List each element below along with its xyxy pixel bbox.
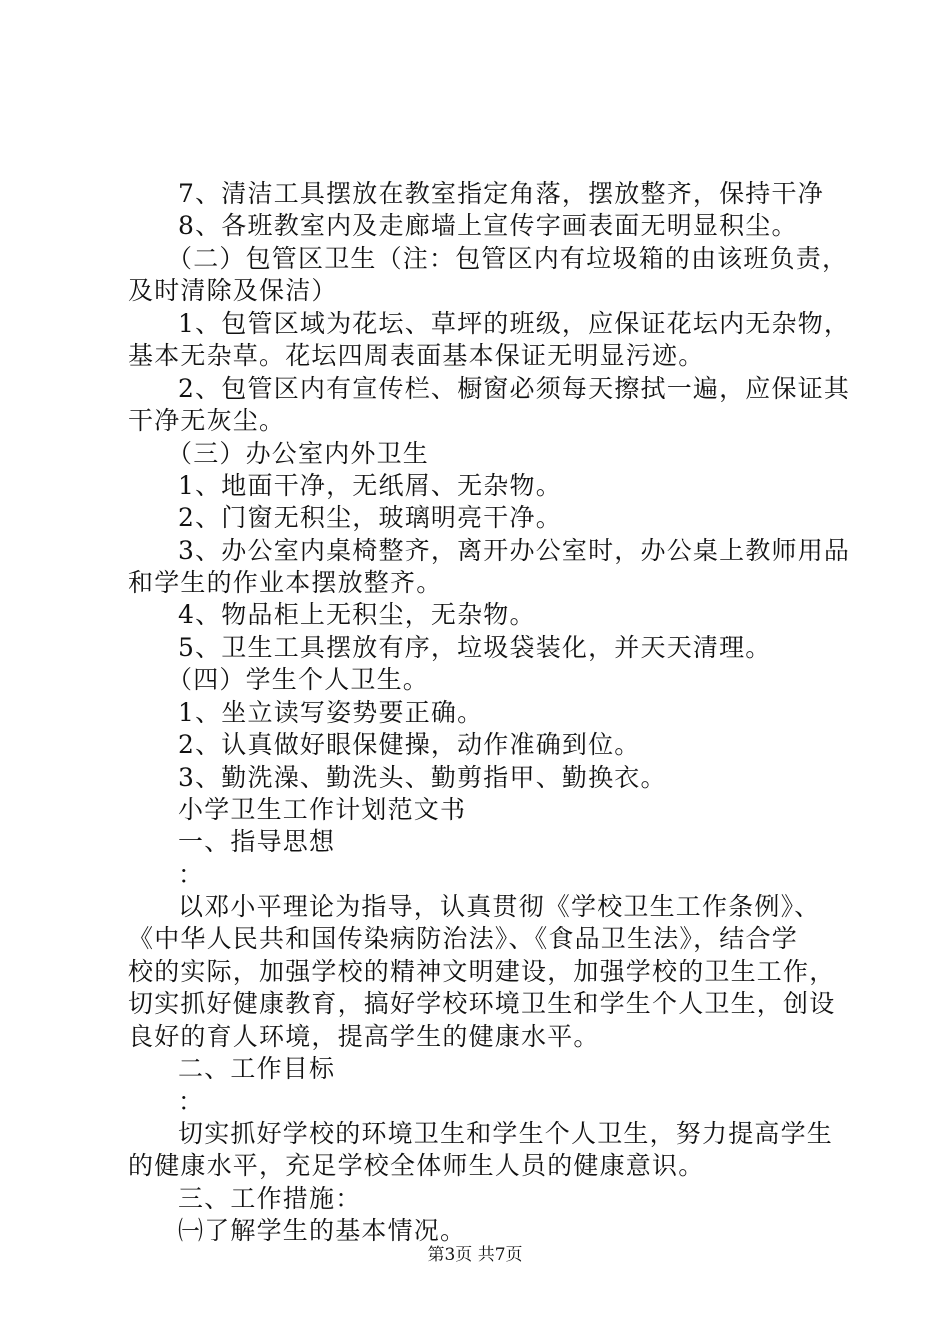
text-line: 切实抓好学校的环境卫生和学生个人卫生，努力提高学生 — [178, 1119, 834, 1148]
text-line: 5、卫生工具摆放有序，垃圾袋装化，并天天清理。 — [178, 633, 772, 662]
text-line: 以邓小平理论为指导，认真贯彻《学校卫生工作条例》、 — [178, 892, 821, 921]
text-line: ： — [178, 860, 205, 889]
text-line: 4、物品柜上无积尘，无杂物。 — [178, 600, 536, 629]
text-line: 及时清除及保洁） — [128, 276, 338, 305]
text-line: 校的实际，加强学校的精神文明建设，加强学校的卫生工作， — [128, 957, 836, 986]
text-line: 1、地面干净，无纸屑、无杂物。 — [178, 471, 562, 500]
text-line: 切实抓好健康教育，搞好学校环境卫生和学生个人卫生，创设 — [128, 989, 836, 1018]
text-line: 基本无杂草。花坛四周表面基本保证无明显污迹。 — [128, 341, 705, 370]
text-line: 2、包管区内有宣传栏、橱窗必须每天擦拭一遍，应保证其 — [178, 374, 851, 403]
section-heading: （四）学生个人卫生。 — [167, 665, 430, 694]
text-line: 8、各班教室内及走廊墙上宣传字画表面无明显积尘。 — [178, 211, 798, 240]
section-heading: （三）办公室内外卫生 — [167, 439, 430, 468]
text-line: ： — [178, 1087, 205, 1116]
text-line: 《中华人民共和国传染病防治法》、《食品卫生法》，结合学 — [128, 924, 798, 953]
text-line: 1、坐立读写姿势要正确。 — [178, 698, 484, 727]
text-line: 的健康水平，充足学校全体师生人员的健康意识。 — [128, 1151, 705, 1180]
text-line: ㈠了解学生的基本情况。 — [178, 1216, 467, 1245]
text-line: 1、包管区域为花坛、草坪的班级，应保证花坛内无杂物， — [178, 309, 851, 338]
text-line: 干净无灰尘。 — [128, 406, 286, 435]
page-number-footer: 第3页 共7页 — [427, 1245, 523, 1265]
text-line: 7、清洁工具摆放在教室指定角落，摆放整齐，保持干净 — [178, 179, 824, 208]
text-line: 3、勤洗澡、勤洗头、勤剪指甲、勤换衣。 — [178, 763, 667, 792]
section-heading: 二、工作目标 — [178, 1054, 336, 1083]
section-heading: 三、工作措施： — [178, 1184, 362, 1213]
text-line: 2、门窗无积尘，玻璃明亮干净。 — [178, 503, 562, 532]
text-line: 和学生的作业本摆放整齐。 — [128, 568, 443, 597]
section-heading: 一、指导思想 — [178, 827, 336, 856]
text-line: 2、认真做好眼保健操，动作准确到位。 — [178, 730, 641, 759]
document-title: 小学卫生工作计划范文书 — [178, 795, 467, 824]
text-line: 良好的育人环境，提高学生的健康水平。 — [128, 1022, 600, 1051]
section-heading: （二）包管区卫生（注：包管区内有垃圾箱的由该班负责， — [167, 244, 849, 273]
text-line: 3、办公室内桌椅整齐，离开办公室时，办公桌上教师用品 — [178, 536, 851, 565]
